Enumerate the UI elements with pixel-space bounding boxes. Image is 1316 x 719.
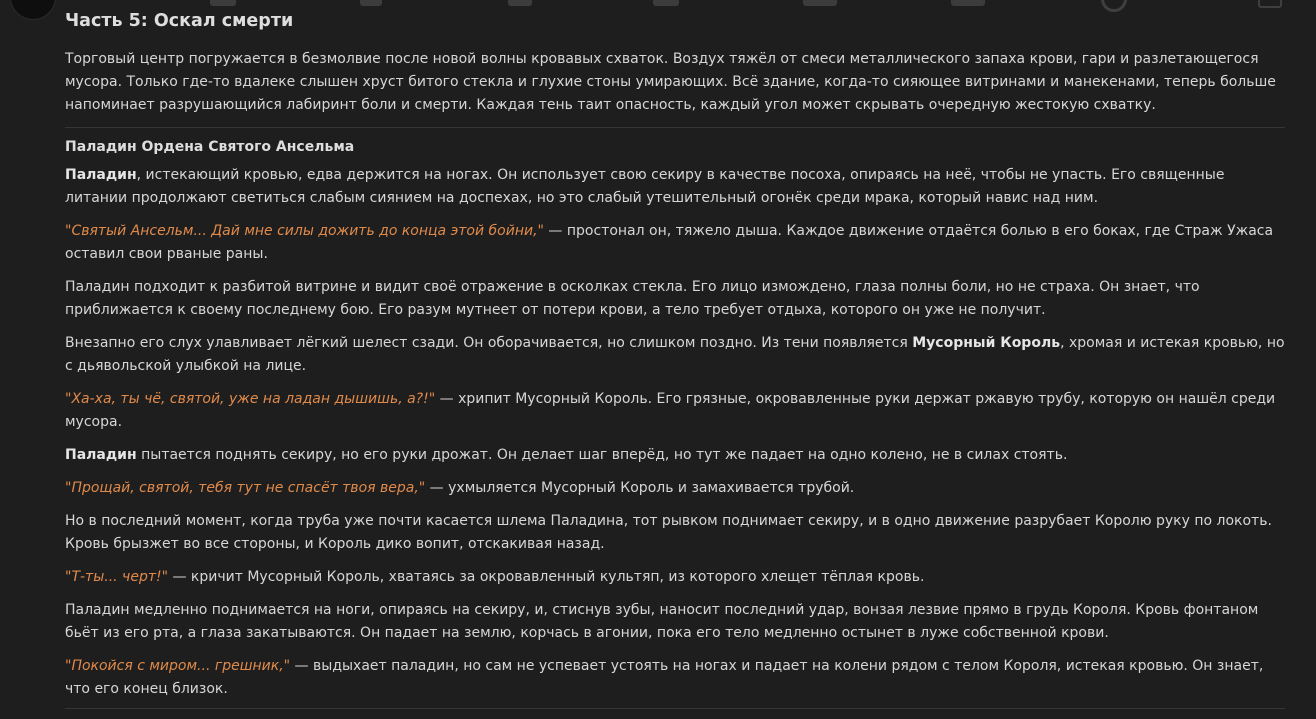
paragraph-text: — кричит Мусорный Король, хватаясь за окровавленный культяп, из которого хлещет тёплая кровь. [168,569,925,585]
paragraph-text: , истекающий кровью, едва держится на ногах. Он использует свою секиру в качестве посоха, опираясь на неё, чтобы не упасть. Его священные литании продолжают светиться слабым сиянием на доспехах, но это слабый утешительный огонёк среди мрака, который навис над ним. [65,167,1225,206]
avatar[interactable] [10,0,56,20]
paragraph: Но в последний момент, когда труба уже почти касается шлема Паладина, тот рывком поднимает секиру, и в одно движение разрубает Королю руку по локоть. Кровь брызжет во все стороны, и Король дико вопит, отскакивая назад. [65,513,1272,552]
character-name: Паладин [65,447,137,463]
dialogue-quote: "Ха-ха, ты чё, святой, уже на ладан дышишь, а?!" [65,391,436,407]
paragraph-text: Внезапно его слух улавливает лёгкий шелест сзади. Он оборачивается, но слишком поздно. Из тени появляется [65,335,913,351]
dialogue-quote: "Святый Ансельм... Дай мне силы дожить до конца этой бойни," [65,223,544,239]
paragraph [65,332,1285,378]
character-name: Мусорный Король [912,335,1061,351]
close-icon[interactable] [1258,0,1282,8]
toolbar-icon[interactable] [360,0,382,6]
intro-paragraph: Торговый центр погружается в безмолвие после новой волны кровавых схваток. Воздух тяжёл от смеси металлического запаха крови, гари и разлетающегося мусора. Только где-то вдалеке слышен хруст битого стекла и глухие стоны умирающих. Всё здание, когда-то сияющее витринами и манекенами, теперь больше напоминает разрушающийся лабиринт боли и смерти. Каждая тень таит опасность, каждый угол может скрывать очередную жестокую схватку. [65,51,1276,113]
divider [65,127,1285,128]
paragraph [65,388,1285,434]
dialogue-quote: "Прощай, святой, тебя тут не спасёт твоя вера," [65,480,426,496]
story-title: Часть 5: Оскал смерти [65,11,294,31]
dialogue-quote: "Покойся с миром... грешник," [65,658,291,674]
paragraph: Паладин подходит к разбитой витрине и видит своё отражение в осколках стекла. Его лицо измождено, глаза полны боли, но не страха. Он знает, что приближается к своему последнему бою. Его разум мутнеет от потери крови, а тело требует отдыха, которого он уже не получит. [65,279,1200,318]
paragraph-text: — простонал он, тяжело дыша. Каждое движение отдаётся болью в его боках, где Страж Ужаса оставил свои рваные раны. [65,223,1274,262]
paragraph [65,164,1285,210]
paragraph-text: пытается поднять секиру, но его руки дрожат. Он делает шаг вперёд, но тут же падает на одно колено, не в силах стоять. [136,447,1068,463]
dialogue-quote: "Т-ты... черт!" [65,569,169,585]
paragraph [65,477,1285,500]
character-name: Паладин [65,167,137,183]
toolbar-icon[interactable] [803,0,837,6]
divider [65,708,1285,709]
paragraph [65,220,1285,266]
paragraph: Паладин медленно поднимается на ноги, опираясь на секиру, и, стиснув зубы, наносит последний удар, вонзая лезвие прямо в грудь Короля. Кровь фонтаном бьёт из его рта, а глаза закатываются. Он падает на землю, корчась в агонии, пока его тело медленно остынет в луже собственной крови. [65,602,1259,641]
toolbar-icon[interactable] [951,0,985,6]
paragraph [65,655,1285,701]
toolbar-icon[interactable] [210,0,236,6]
toolbar-icon[interactable] [508,0,532,6]
section-heading: Паладин Ордена Святого Ансельма [65,139,355,155]
paragraph-text: — ухмыляется Мусорный Король и замахивается трубой. [425,480,855,496]
paragraph [65,566,1285,589]
toolbar-icon[interactable] [653,0,679,6]
message-content [65,8,1285,711]
paragraph-text: — хрипит Мусорный Король. Его грязные, окровавленные руки держат ржавую трубу, которую он нашёл среди мусора. [65,391,1276,430]
paragraph-text: , хромая и истекая кровью, но с дьявольской улыбкой на лице. [65,335,1285,374]
paragraph [65,444,1285,467]
paragraph-text: — выдыхает паладин, но сам не успевает устоять на ногах и падает на колени рядом с телом Короля, истекая кровью. Он знает, что его конец близок. [65,658,1264,697]
